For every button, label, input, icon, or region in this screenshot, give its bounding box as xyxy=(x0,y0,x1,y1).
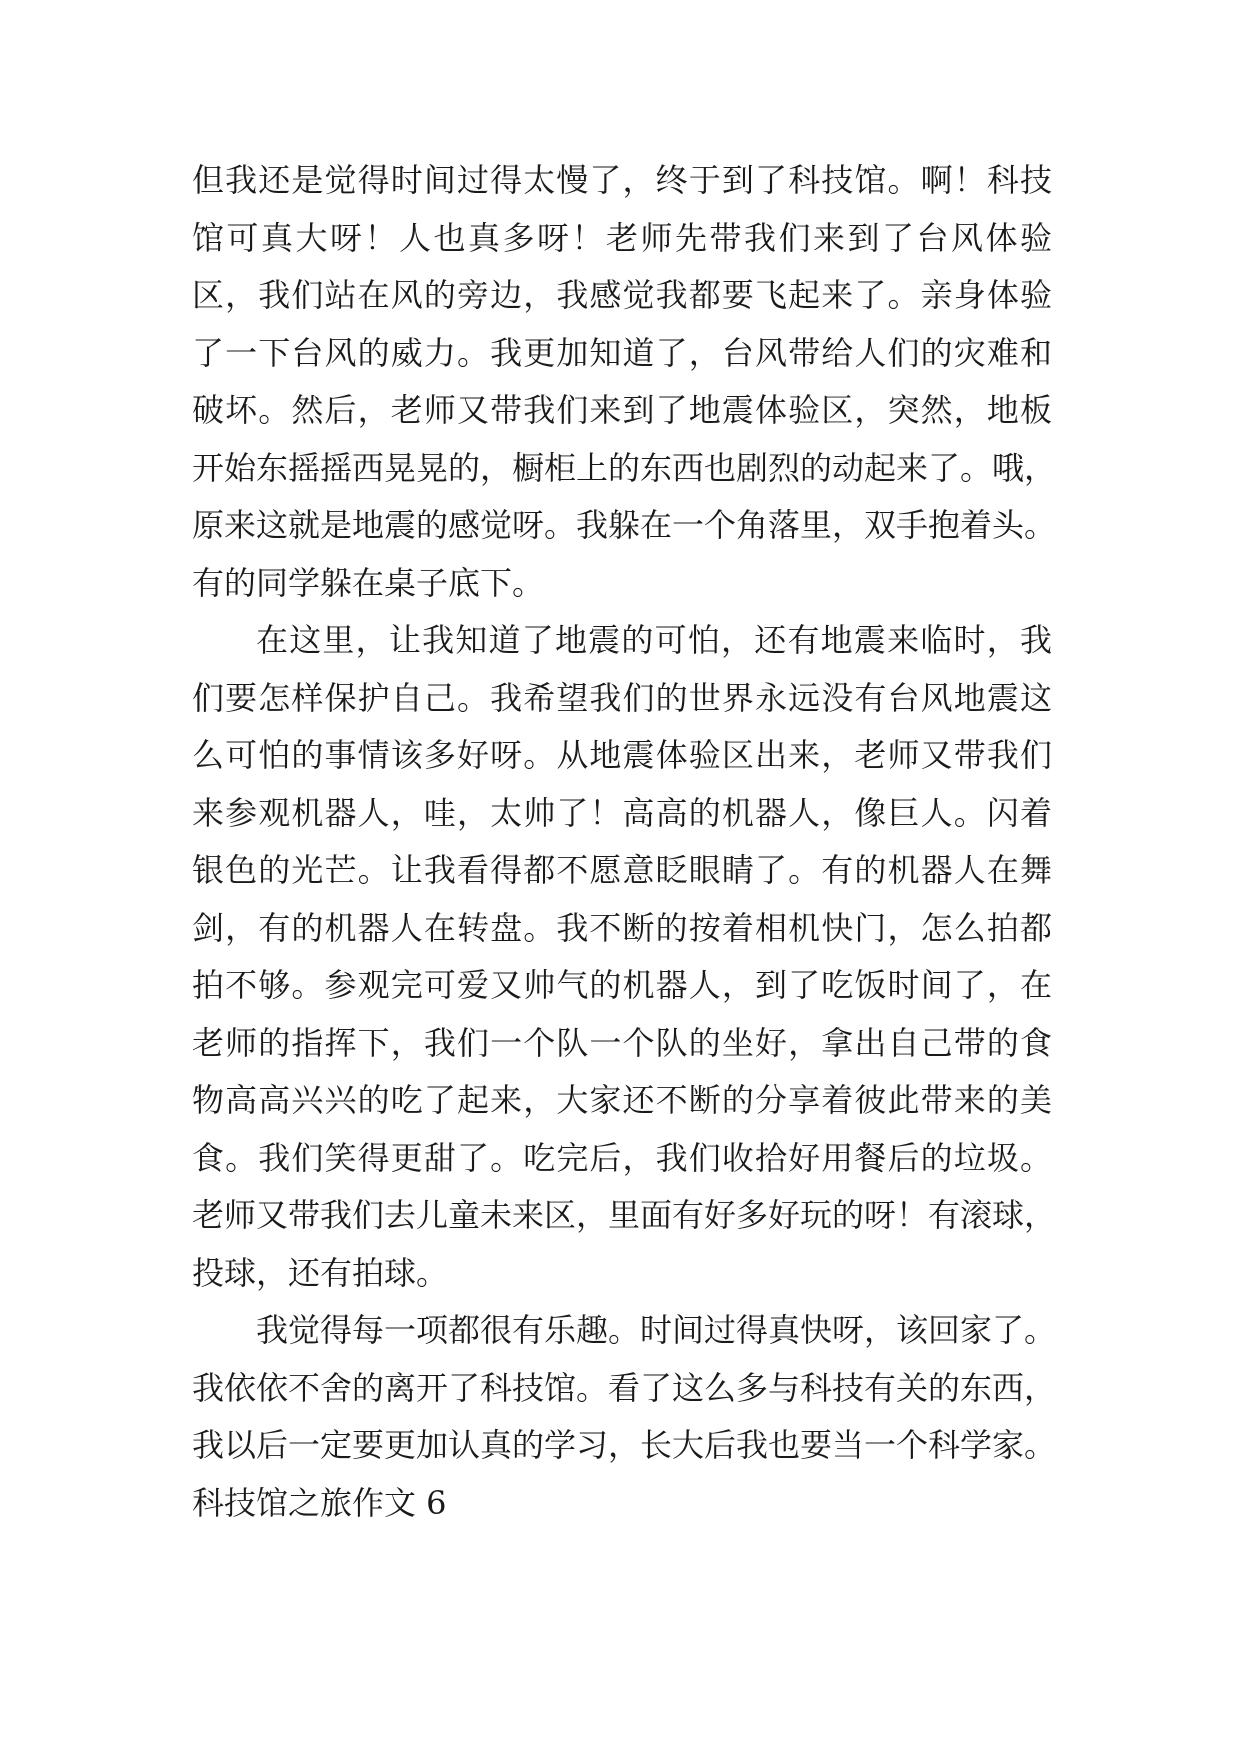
text-line: 来参观机器人，哇，太帅了！高高的机器人，像巨人。闪着 xyxy=(192,793,1052,832)
text-line: 拍不够。参观完可爱又帅气的机器人，到了吃饭时间了，在 xyxy=(192,966,1052,1004)
text-line: 银色的光芒。让我看得都不愿意眨眼睛了。有的机器人在舞 xyxy=(192,851,1052,889)
paragraph-1 xyxy=(192,152,1057,612)
paragraph-2 xyxy=(192,612,1057,1302)
text-line: 开始东摇摇西晃晃的，橱柜上的东西也剧烈的动起来了。哦， xyxy=(192,448,1057,487)
text-line: 有的同学躲在桌子底下。 xyxy=(192,563,545,602)
text-line: 区，我们站在风的旁边，我感觉我都要飞起来了。亲身体验 xyxy=(192,276,1052,314)
text-line: 馆可真大呀！人也真多呀！老师先带我们来到了台风体验 xyxy=(192,218,1052,257)
text-line: 剑，有的机器人在转盘。我不断的按着相机快门，怎么拍都 xyxy=(192,908,1052,947)
text-line: 但我还是觉得时间过得太慢了，终于到了科技馆。啊！科技 xyxy=(192,161,1052,199)
document-page xyxy=(192,152,1057,1532)
text-line: 原来这就是地震的感觉呀。我躲在一个角落里，双手抱着头。 xyxy=(192,506,1057,544)
text-line: 们要怎样保护自己。我希望我们的世界永远没有台风地震这 xyxy=(192,678,1052,717)
text-line: 物高高兴兴的吃了起来，大家还不断的分享着彼此带来的美 xyxy=(192,1081,1052,1119)
text-line: 在这里，让我知道了地震的可怕，还有地震来临时，我 xyxy=(256,621,1052,659)
text-line: 食。我们笑得更甜了。吃完后，我们收拾好用餐后的垃圾。 xyxy=(192,1138,1052,1177)
text-line: 破坏。然后，老师又带我们来到了地震体验区，突然，地板 xyxy=(192,391,1052,429)
next-section-heading: 科技馆之旅作文 6 xyxy=(192,1483,447,1522)
text-line: 我依依不舍的离开了科技馆。看了这么多与科技有关的东西， xyxy=(192,1368,1057,1407)
text-line: 我觉得每一项都很有乐趣。时间过得真快呀，该回家了。 xyxy=(256,1311,1057,1349)
paragraph-3 xyxy=(192,1302,1057,1475)
text-line: 么可怕的事情该多好呀。从地震体验区出来，老师又带我们 xyxy=(192,736,1052,774)
text-line: 老师的指挥下，我们一个队一个队的坐好，拿出自己带的食 xyxy=(192,1023,1052,1062)
text-line: 了一下台风的威力。我更加知道了，台风带给人们的灾难和 xyxy=(192,333,1052,372)
text-line: 投球，还有拍球。 xyxy=(192,1253,449,1292)
text-line: 我以后一定要更加认真的学习，长大后我也要当一个科学家。 xyxy=(192,1426,1057,1464)
text-line: 老师又带我们去儿童未来区，里面有好多好玩的呀！有滚球， xyxy=(192,1196,1057,1234)
